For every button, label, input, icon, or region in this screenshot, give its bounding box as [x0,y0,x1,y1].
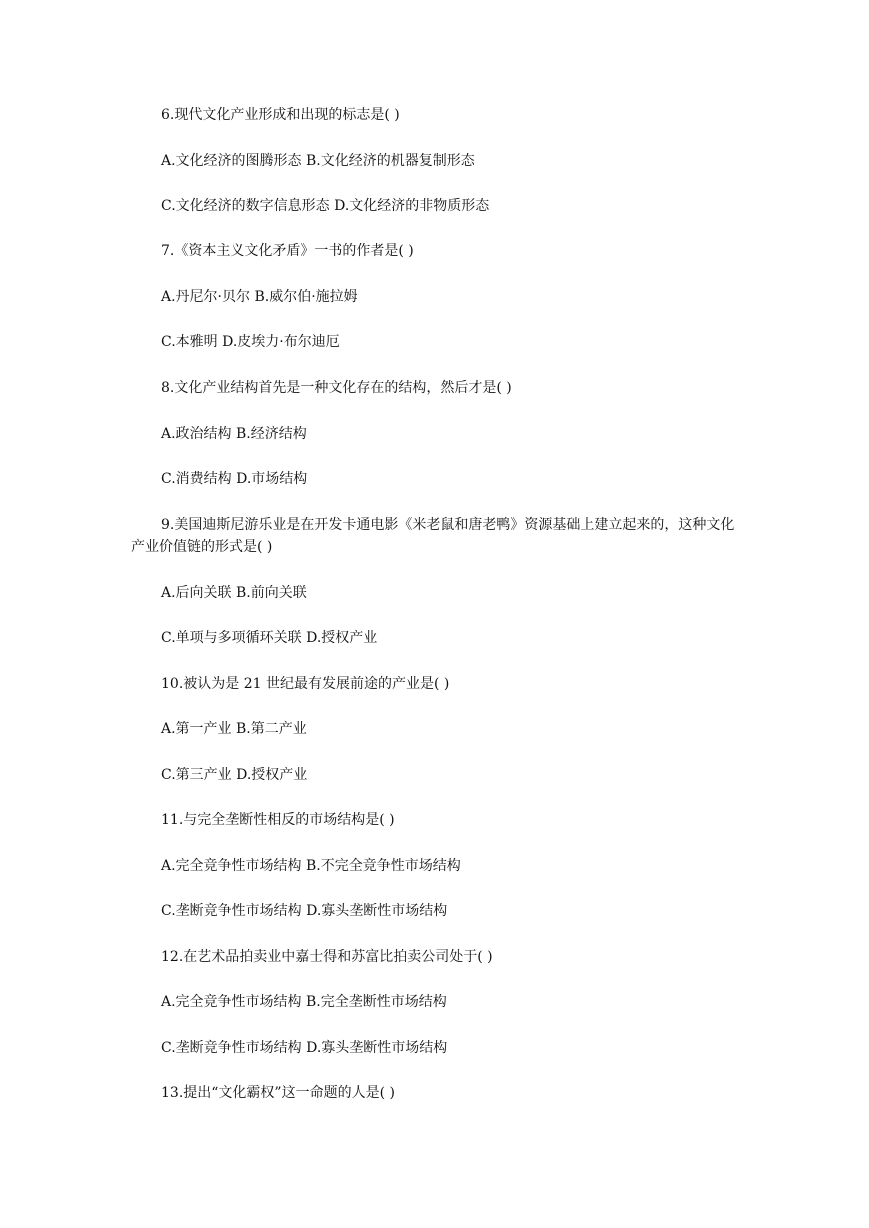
question-7-options-cd: C.本雅明 D.皮埃力·布尔迪厄 [161,334,340,350]
question-13: 13.提出“文化霸权”这一命题的人是( ) [161,1085,395,1101]
question-12-options-cd: C.垄断竞争性市场结构 D.寡头垄断性市场结构 [161,1040,448,1056]
question-9: 9.美国迪斯尼游乐业是在开发卡通电影《米老鼠和唐老鸭》资源基础上建立起来的，这种文化产业价值链的形式是( ) [131,517,735,555]
question-10-options-ab: A.第一产业 B.第二产业 [161,721,307,737]
question-8: 8.文化产业结构首先是一种文化存在的结构，然后才是( ) [161,380,512,396]
question-8-options-ab: A.政治结构 B.经济结构 [161,426,307,442]
question-12: 12.在艺术品拍卖业中嘉士得和苏富比拍卖公司处于( ) [161,949,493,965]
question-8-options-cd: C.消费结构 D.市场结构 [161,471,308,487]
question-9-options-cd: C.单项与多项循环关联 D.授权产业 [161,630,378,646]
question-7-options-ab: A.丹尼尔·贝尔 B.威尔伯·施拉姆 [161,289,358,305]
question-11-options-ab: A.完全竞争性市场结构 B.不完全竞争性市场结构 [161,858,461,874]
question-6-options-ab: A.文化经济的图腾形态 B.文化经济的机器复制形态 [161,153,475,169]
question-9-options-ab: A.后向关联 B.前向关联 [161,585,307,601]
question-10-options-cd: C.第三产业 D.授权产业 [161,767,308,783]
question-7: 7.《资本主义文化矛盾》一书的作者是( ) [161,243,414,259]
question-11-options-cd: C.垄断竞争性市场结构 D.寡头垄断性市场结构 [161,903,448,919]
question-12-options-ab: A.完全竞争性市场结构 B.完全垄断性市场结构 [161,994,447,1010]
question-11: 11.与完全垄断性相反的市场结构是( ) [161,812,395,828]
question-6: 6.现代文化产业形成和出现的标志是( ) [161,107,400,123]
question-10: 10.被认为是 21 世纪最有发展前途的产业是( ) [161,676,450,692]
question-6-options-cd: C.文化经济的数字信息形态 D.文化经济的非物质形态 [161,198,490,214]
